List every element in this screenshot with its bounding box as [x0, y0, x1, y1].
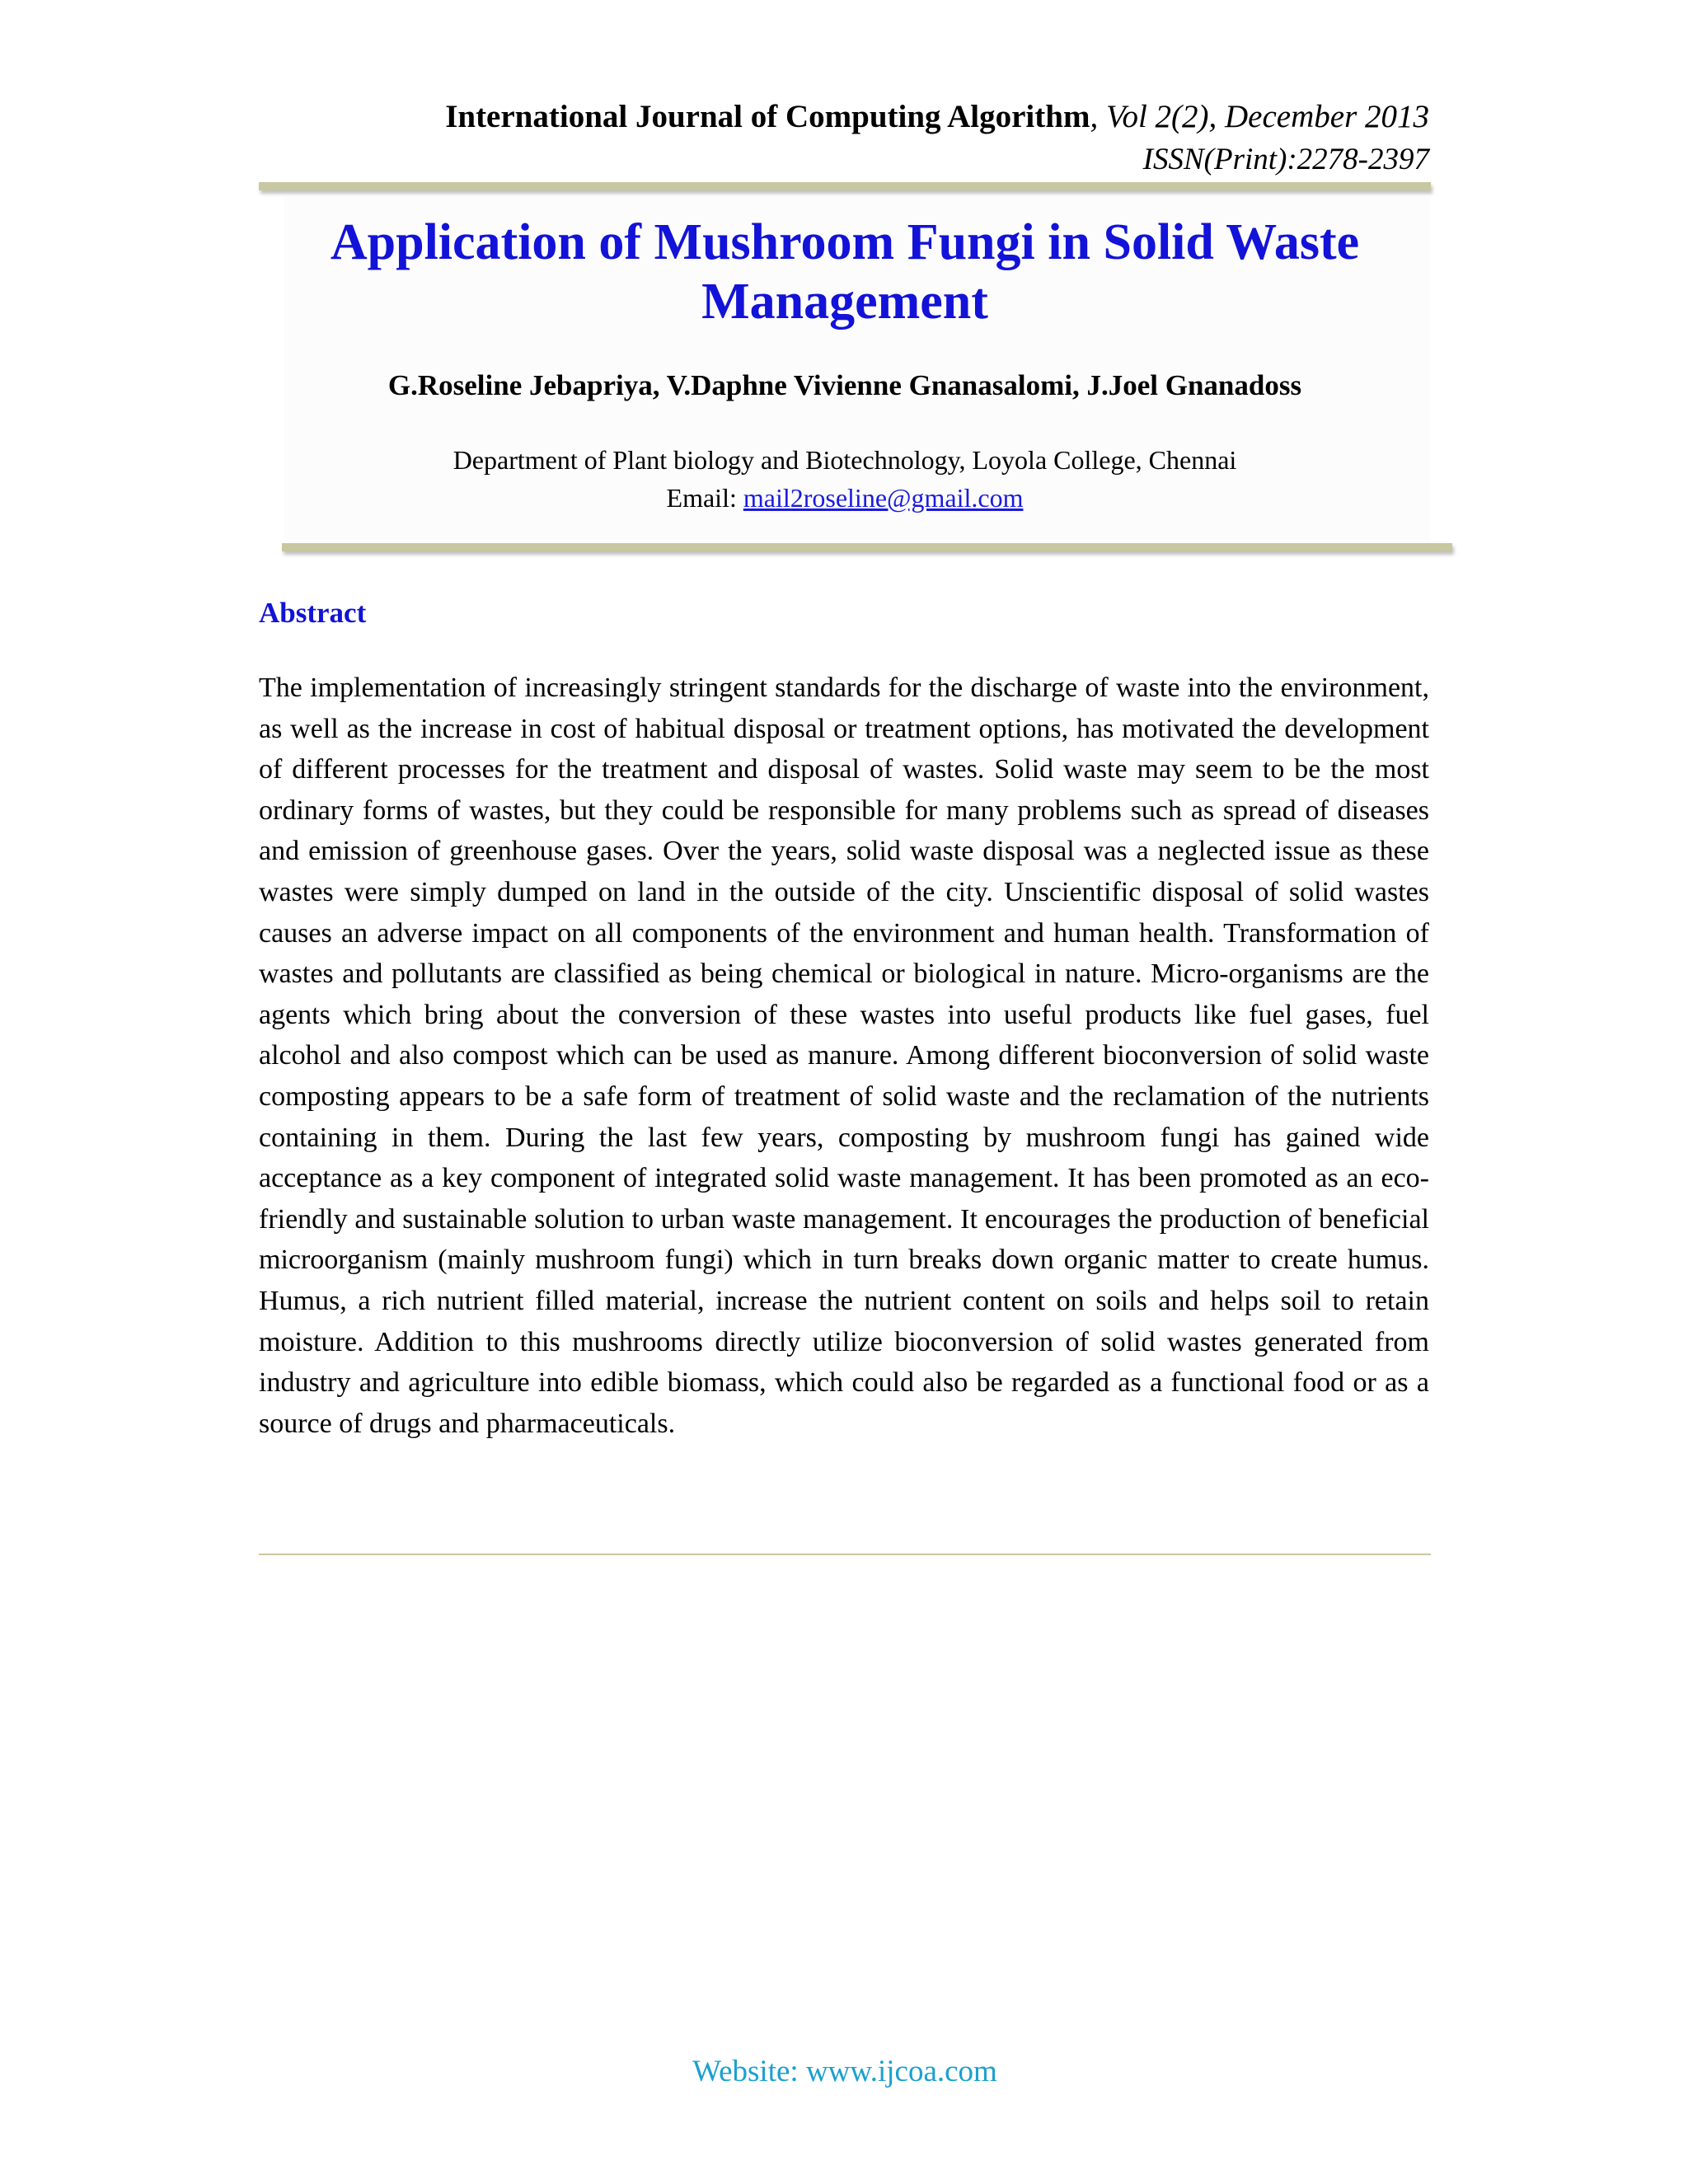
abstract-text: The implementation of increasingly stringent standards for the discharge of waste into the environment, as well as the increase in cost of habitual disposal or treatment options, has motivated the development of different processes for the treatment and disposal of wastes. Solid waste may seem to be the most ordinary forms of wastes, but they could be responsible for many problems such as spread of diseases and emission of greenhouse gases. Over the years, solid waste disposal was a neglected issue as these wastes were simply dumped on land in the outside of the city. Unscientific disposal of solid wastes causes an adverse impact on all components of the environment and human health. Transformation of wastes and pollutants are classified as being chemical or biological in nature. Micro-organisms are the agents which bring about the conversion of these wastes into useful products like fuel gases, fuel alcohol and also compost which can be used as manure. Among different bioconversion of solid waste composting appears to be a safe form of treatment of solid waste and the reclamation of the nutrients containing in them. During the last few years, composting by mushroom fungi has gained wide acceptance as a key component of integrated solid waste management. It has been promoted as an eco-friendly and sustainable solution to urban waste management. It encourages the production of beneficial microorganism (mainly mushroom fungi) which in turn breaks down organic matter to create humus. Humus, a rich nutrient filled material, increase the nutrient content on soils and helps soil to retain moisture. Addition to this mushrooms directly utilize bioconversion of solid wastes generated from industry and agriculture into edible biomass, which could also be regarded as a functional food or as a source of drugs and pharmaceuticals. [259, 673, 1429, 1439]
header-divider [259, 182, 1431, 190]
journal-volume: , Vol 2(2), December 2013 [1090, 99, 1429, 134]
title-block-divider [282, 543, 1452, 551]
email-line [259, 478, 1431, 518]
author-list: G.Roseline Jebapriya, V.Daphne Vivienne Gnanasalomi, J.Joel Gnanadoss [387, 369, 1302, 401]
journal-header [259, 92, 1429, 142]
email-link[interactable]: mail2roseline@gmail.com [743, 483, 1024, 513]
affiliation: Department of Plant biology and Biotechnology, Loyola College, Chennai [452, 445, 1237, 475]
email-label: Email: [666, 483, 743, 513]
footer-website[interactable]: Website: www.ijcoa.com [692, 2055, 997, 2088]
journal-name: International Journal of Computing Algorithm [445, 99, 1090, 134]
abstract-heading: Abstract [259, 597, 367, 629]
journal-issn: ISSN(Print):2278-2397 [1142, 143, 1429, 176]
abstract-divider [259, 1554, 1431, 1555]
paper-title: Application of Mushroom Fungi in Solid Waste Management [330, 214, 1360, 330]
